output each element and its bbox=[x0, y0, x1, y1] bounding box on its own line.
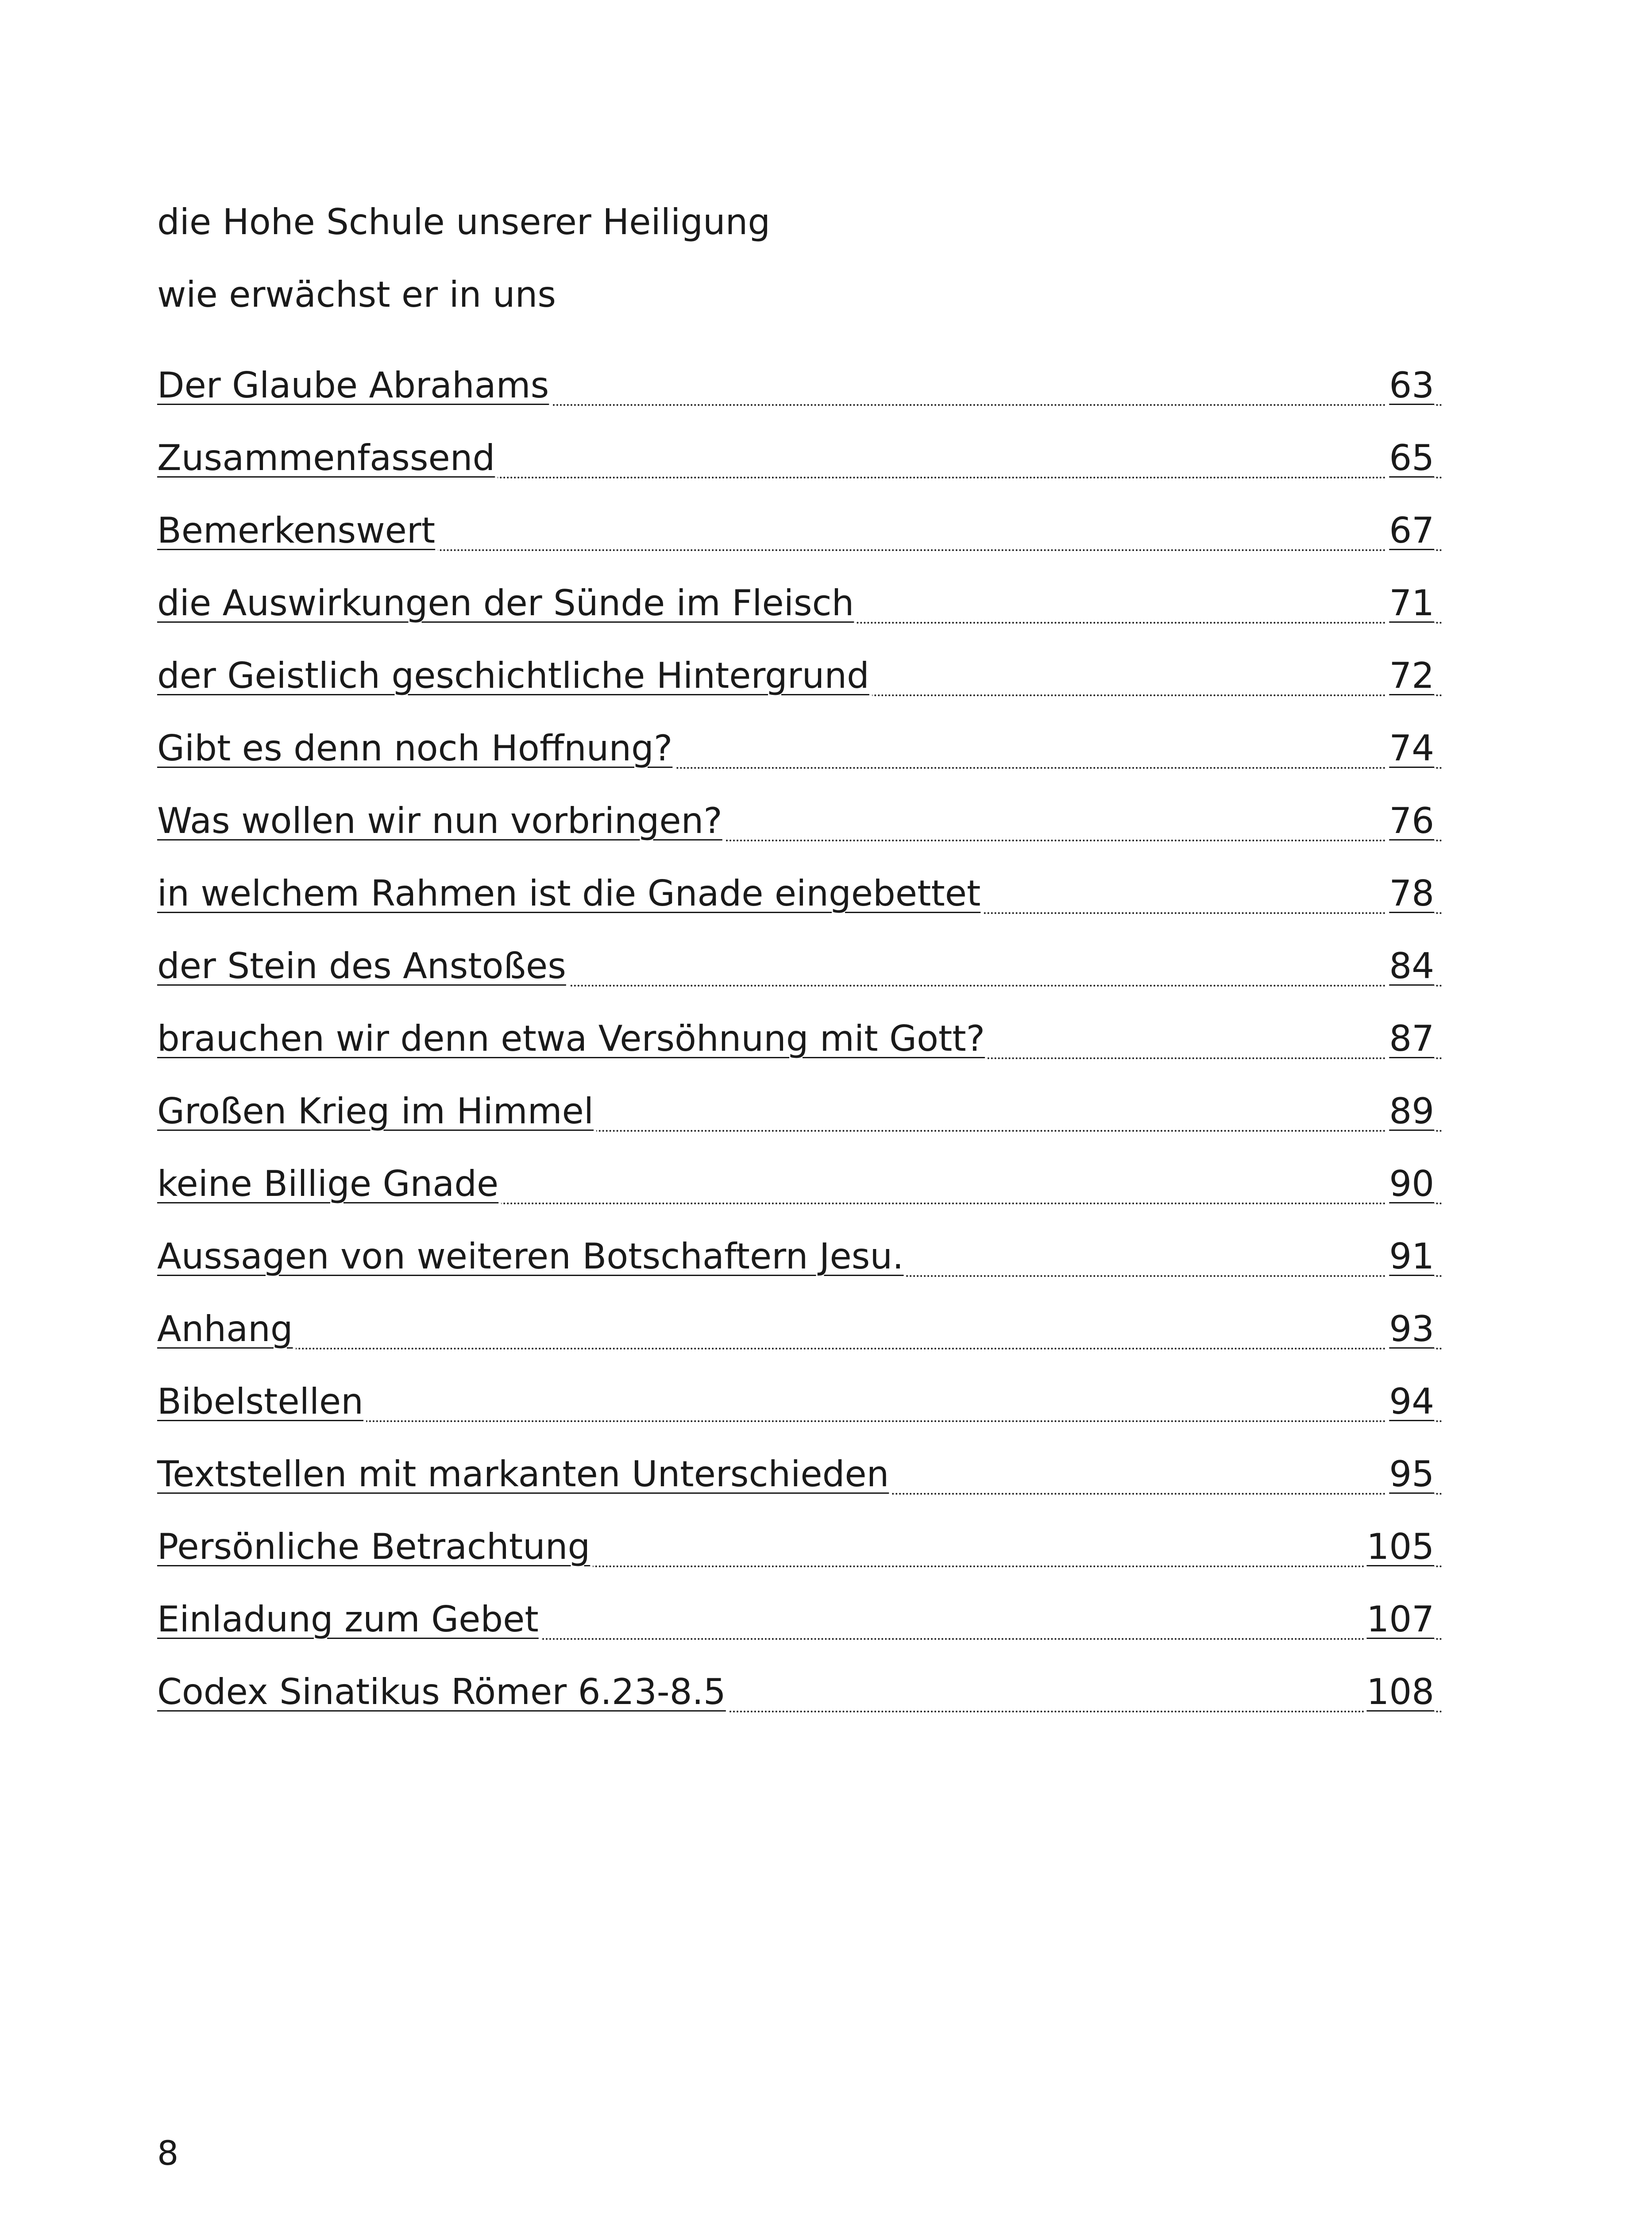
toc-entry[interactable] bbox=[157, 1436, 1443, 1509]
toc-entry[interactable] bbox=[157, 1364, 1443, 1436]
toc-entry[interactable] bbox=[157, 1001, 1443, 1073]
toc-entry-title[interactable]: die Auswirkungen der Sünde im Fleisch bbox=[157, 581, 857, 625]
toc-entry[interactable] bbox=[157, 565, 1443, 638]
toc-entry[interactable] bbox=[157, 493, 1443, 565]
toc-entry[interactable] bbox=[157, 1291, 1443, 1364]
toc-entry[interactable] bbox=[157, 710, 1443, 783]
toc-entry-title[interactable]: Bemerkenswert bbox=[157, 509, 438, 553]
table-of-contents bbox=[157, 347, 1443, 1727]
toc-entry-page[interactable]: 107 bbox=[1364, 1597, 1434, 1642]
toc-entry-title[interactable]: Aussagen von weiteren Botschaftern Jesu. bbox=[157, 1234, 906, 1279]
toc-entry-page[interactable]: 89 bbox=[1386, 1089, 1434, 1133]
toc-entry-page[interactable]: 108 bbox=[1364, 1670, 1434, 1714]
toc-entry-page[interactable]: 71 bbox=[1386, 581, 1434, 625]
toc-entry-page[interactable]: 67 bbox=[1386, 509, 1434, 553]
toc-entry-title[interactable]: Gibt es denn noch Hoffnung? bbox=[157, 726, 675, 771]
toc-entry-page[interactable]: 87 bbox=[1386, 1017, 1434, 1061]
toc-entry-title[interactable]: Zusammenfassend bbox=[157, 436, 498, 480]
toc-entry-title[interactable]: keine Billige Gnade bbox=[157, 1162, 501, 1206]
toc-entry-title[interactable]: Der Glaube Abrahams bbox=[157, 363, 552, 408]
toc-entry-title[interactable]: Textstellen mit markanten Unterschieden bbox=[157, 1452, 892, 1496]
toc-entry-title[interactable]: Anhang bbox=[157, 1307, 296, 1351]
toc-entry-page[interactable]: 65 bbox=[1386, 436, 1434, 480]
toc-entry[interactable] bbox=[157, 783, 1443, 856]
toc-entry[interactable] bbox=[157, 1509, 1443, 1581]
toc-entry[interactable] bbox=[157, 1146, 1443, 1218]
toc-entry-page[interactable]: 84 bbox=[1386, 944, 1434, 988]
toc-entry-page[interactable]: 78 bbox=[1386, 871, 1434, 916]
toc-entry[interactable] bbox=[157, 1073, 1443, 1146]
toc-entry-page[interactable]: 94 bbox=[1386, 1380, 1434, 1424]
toc-entry-page[interactable]: 105 bbox=[1364, 1525, 1434, 1569]
toc-entry[interactable] bbox=[157, 928, 1443, 1001]
toc-entry-title[interactable]: der Stein des Anstoßes bbox=[157, 944, 569, 988]
toc-entry-title[interactable]: Großen Krieg im Himmel bbox=[157, 1089, 596, 1133]
toc-entry-page[interactable]: 72 bbox=[1386, 654, 1434, 698]
page-number: 8 bbox=[157, 2133, 179, 2173]
intro-line-erwaechst: wie erwächst er in uns bbox=[157, 274, 556, 315]
toc-entry-title[interactable]: Persönliche Betrachtung bbox=[157, 1525, 593, 1569]
toc-entry[interactable] bbox=[157, 856, 1443, 928]
toc-entry-title[interactable]: in welchem Rahmen ist die Gnade eingebettet bbox=[157, 871, 983, 916]
toc-entry-page[interactable]: 63 bbox=[1386, 363, 1434, 408]
toc-entry[interactable] bbox=[157, 1581, 1443, 1654]
toc-entry[interactable] bbox=[157, 420, 1443, 493]
toc-entry-page[interactable]: 91 bbox=[1386, 1234, 1434, 1279]
toc-entry-title[interactable]: Einladung zum Gebet bbox=[157, 1597, 541, 1642]
toc-entry[interactable] bbox=[157, 638, 1443, 710]
toc-entry[interactable] bbox=[157, 1218, 1443, 1291]
toc-entry-title[interactable]: brauchen wir denn etwa Versöhnung mit Gott? bbox=[157, 1017, 988, 1061]
toc-entry[interactable] bbox=[157, 347, 1443, 420]
toc-entry[interactable] bbox=[157, 1654, 1443, 1727]
toc-entry-title[interactable]: der Geistlich geschichtliche Hintergrund bbox=[157, 654, 872, 698]
toc-entry-page[interactable]: 93 bbox=[1386, 1307, 1434, 1351]
toc-entry-page[interactable]: 95 bbox=[1386, 1452, 1434, 1496]
toc-entry-page[interactable]: 90 bbox=[1386, 1162, 1434, 1206]
toc-entry-title[interactable]: Was wollen wir nun vorbringen? bbox=[157, 799, 725, 843]
toc-entry-page[interactable]: 76 bbox=[1386, 799, 1434, 843]
toc-entry-title[interactable]: Codex Sinatikus Römer 6.23-8.5 bbox=[157, 1670, 729, 1714]
toc-entry-title[interactable]: Bibelstellen bbox=[157, 1380, 366, 1424]
intro-line-heiligung: die Hohe Schule unserer Heiligung bbox=[157, 201, 771, 243]
toc-entry-page[interactable]: 74 bbox=[1386, 726, 1434, 771]
